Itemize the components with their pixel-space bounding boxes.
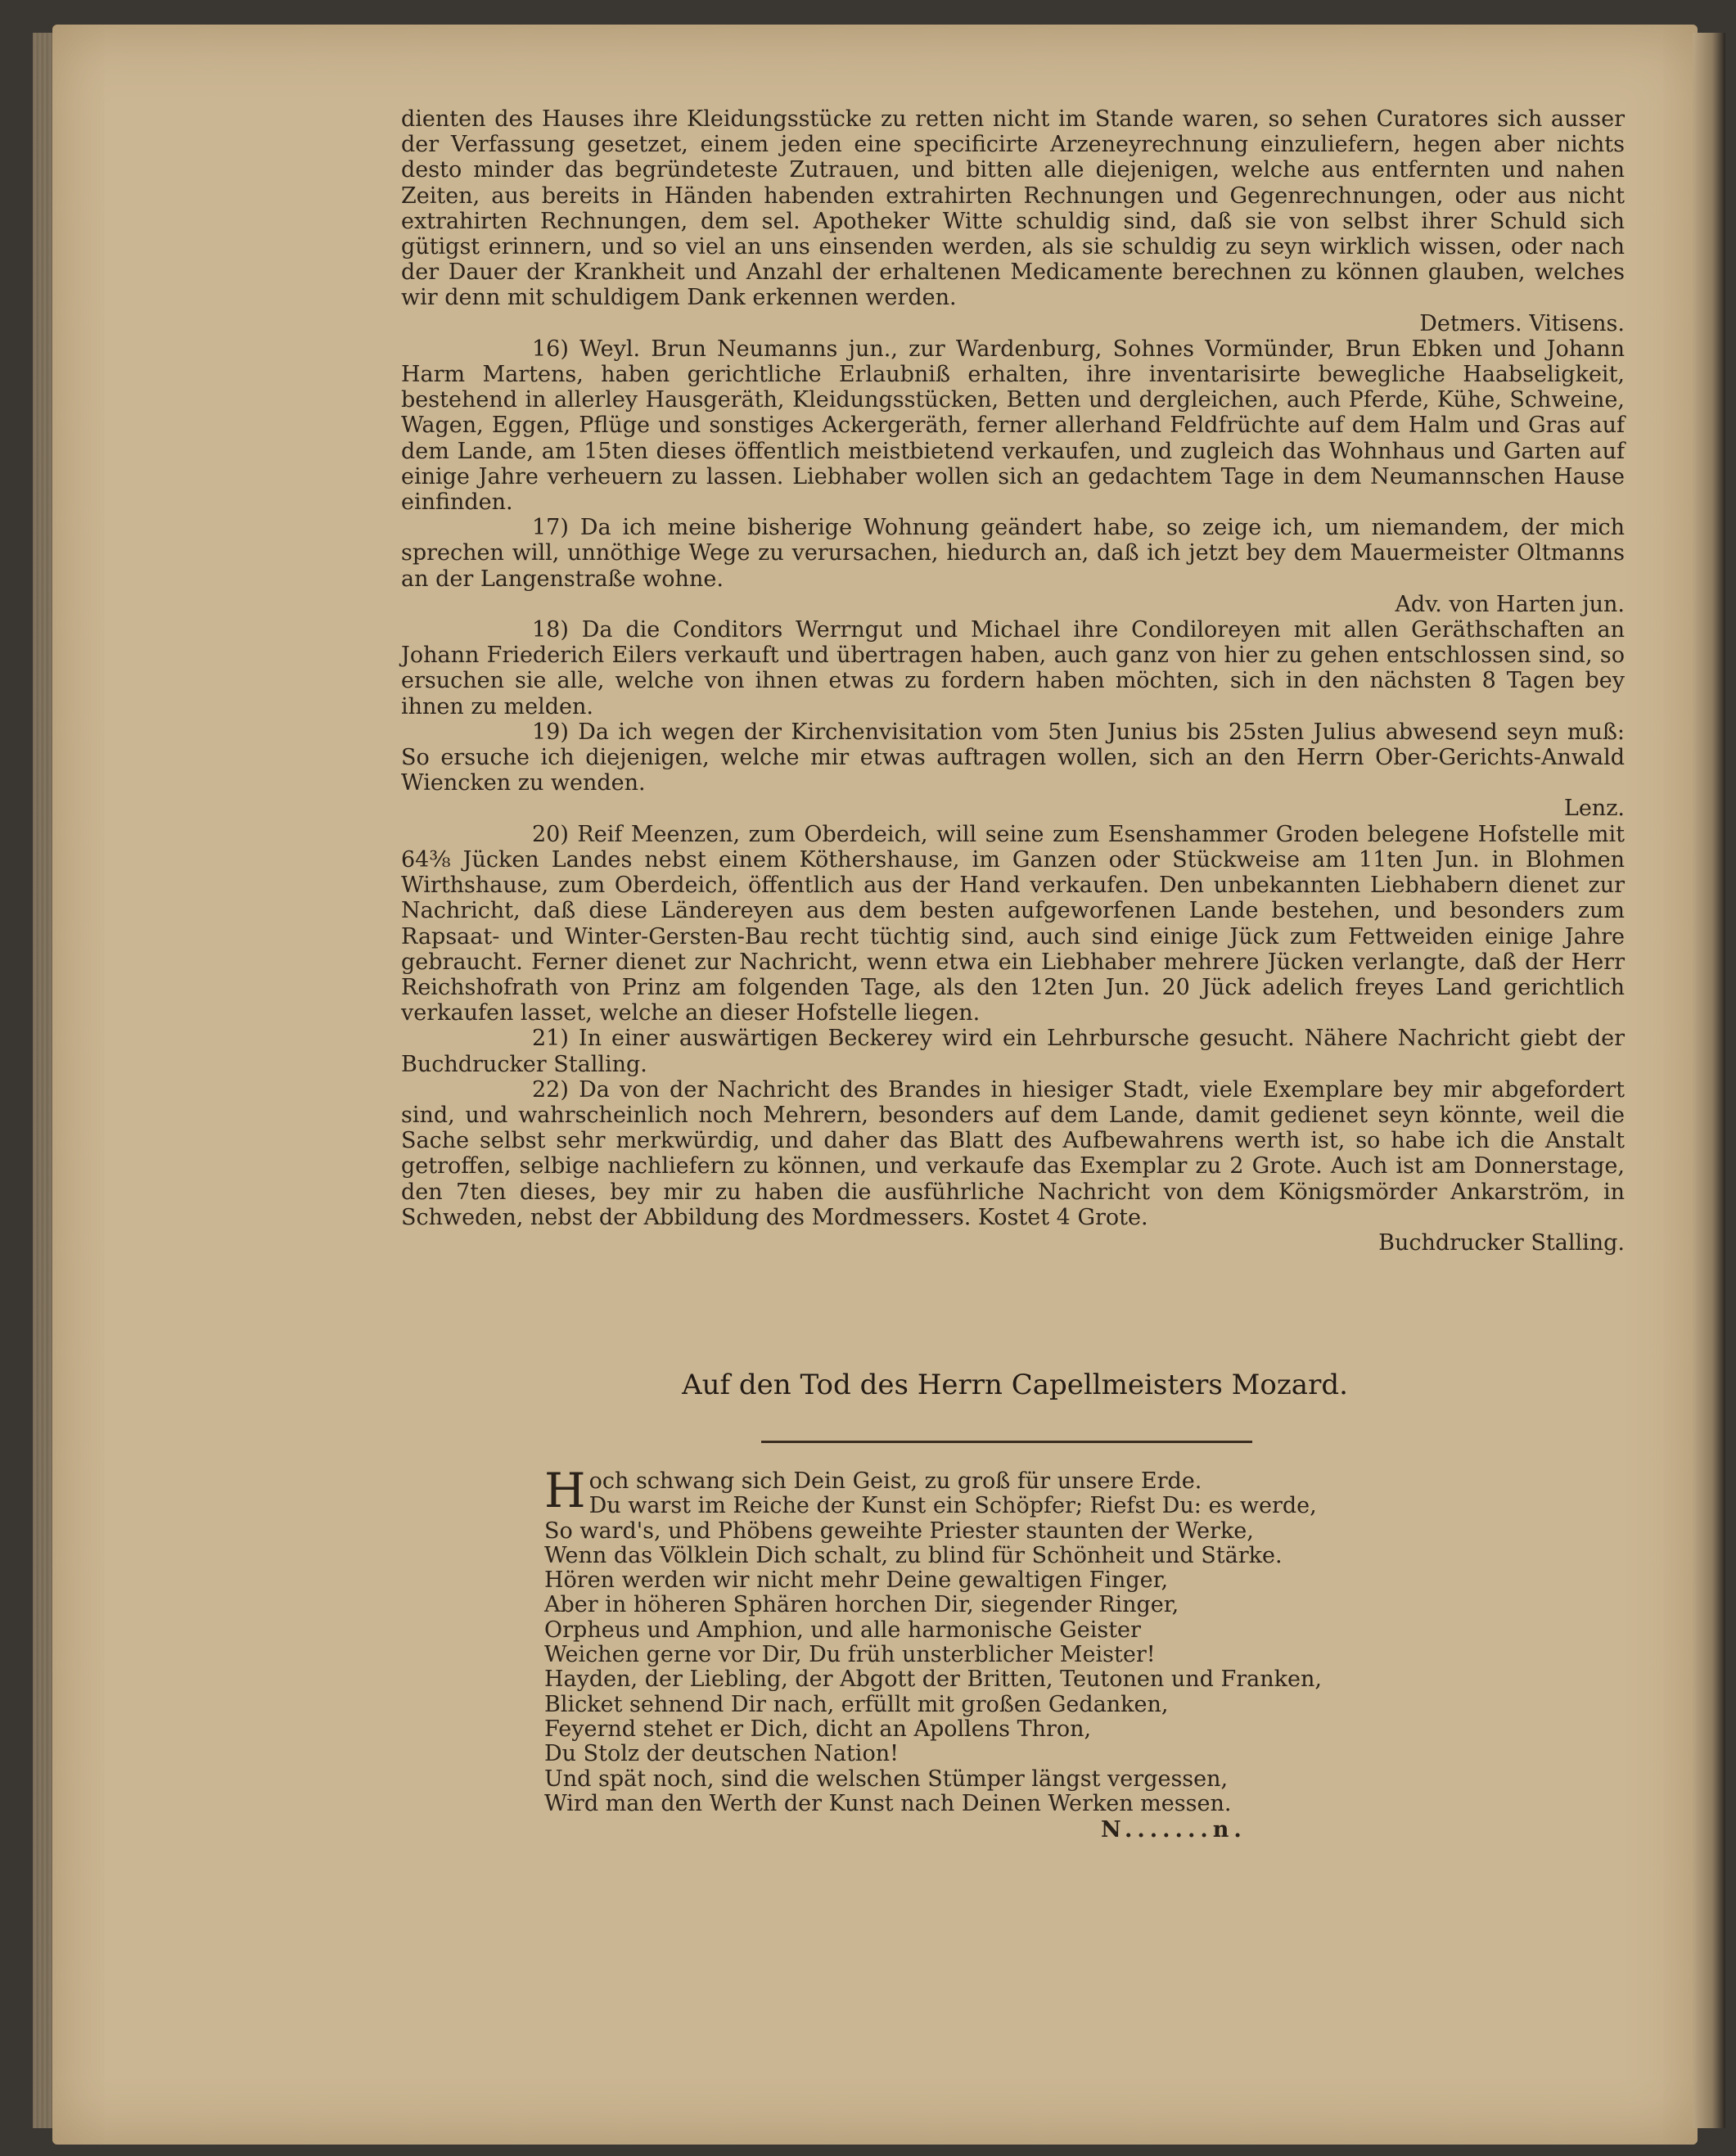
notice-text: 16) Weyl. Brun Neumanns jun., zur Wardenburg, Sohnes Vormünder, Brun Ebken und Johann Harm Martens, haben gerichtliche Erlaubniß erhalten, ihre inventarisirte bewegliche Haabseligkeit, bestehend in allerley Hausgeräth, Kleidungsstücken, Betten und dergleichen, auch Pferde, Kühe, Schweine, Wagen, Eggen, Pflüge und sonstiges Ackergeräth, ferner allerhand Feldfrüchte auf dem Halm und Gras auf dem Lande, am 15ten dieses öffentlich meistbietend verkaufen, und zugleich das Wohnhaus und Garten auf einige Jahre verheuern zu lassen. Liebhaber wollen sich an gedachtem Tage in dem Neumannschen Hause einfinden. (401, 336, 1625, 516)
poem-line: Feyernd stehet er Dich, dicht an Apollens Thron, (544, 1716, 1092, 1742)
poem-line: Blicket sehnend Dir nach, erfüllt mit großen Gedanken, (544, 1691, 1169, 1717)
poem-line: Hayden, der Liebling, der Abgott der Britten, Teutonen und Franken, (544, 1667, 1322, 1693)
poem-line: Aber in höheren Sphären horchen Dir, siegender Ringer, (544, 1592, 1179, 1618)
poem-line: Und spät noch, sind die welschen Stümper längst vergessen, (544, 1766, 1229, 1792)
notice-text: 22) Da von der Nachricht des Brandes in hiesiger Stadt, viele Exemplare bey mir abgefordert sind, und wahrscheinlich noch Mehrern, besonders auf dem Lande, damit gedienet seyn könnte, weil die Sache selbst sehr merkwürdig, und daher das Blatt des Aufbewahrens werth ist, so habe ich die Anstalt getroffen, selbige nachliefern zu können, und verkaufe das Exemplar zu 2 Grote. Auch ist am Donnerstage, den 7ten dieses, bey mir zu haben die ausführliche Nachricht von dem Königsmörder Ankarström, in Schweden, nebst der Abbildung des Mordmessers. Kostet 4 Grote. (401, 1076, 1625, 1230)
notice-15-continued (401, 106, 1625, 336)
poem (544, 1463, 1461, 1843)
notice-text: 21) In einer auswärtigen Beckerey wird ein Lehrbursche gesucht. Nähere Nachricht giebt der Buchdrucker Stalling. (401, 1026, 1625, 1077)
notice-17 (401, 515, 1625, 617)
poem-line: Du Stolz der deutschen Nation! (544, 1741, 899, 1767)
notice-19 (401, 719, 1625, 822)
notice-text: 17) Da ich meine bisherige Wohnung geändert habe, so zeige ich, um niemandem, der mich sprechen will, unnöthige Wege zu verursachen, hiedurch an, daß ich jetzt bey dem Mauermeister Oltmanns an der Langenstraße wohne. (401, 515, 1625, 592)
notice-signature: Buchdrucker Stalling. (1378, 1229, 1625, 1256)
poem-line: Weichen gerne vor Dir, Du früh unsterblicher Meister! (544, 1642, 1156, 1668)
notice-text: dienten des Hauses ihre Kleidungsstücke zu retten nicht im Stande waren, so sehen Curatores sich ausser der Verfassung gesetzet, einem jeden eine specificirte Arzeneyrechnung einzuliefern, hegen aber nichts desto minder das begründeteste Zutrauen, und bitten alle diejenigen, welche aus entfernten und nahen Zeiten, aus bereits in Händen habenden extrahirten Rechnungen und Gegenrechnungen, oder aus nicht extrahirten Rechnungen, dem sel. Apotheker Witte schuldig sind, daß sie von selbst ihrer Schuld sich gütigst erinnern, und so viel an uns einsenden werden, als sie schuldig zu seyn wirklich wissen, oder nach der Dauer der Krankheit und Anzahl der erhaltenen Medicamente berechnen zu können glauben, welches wir denn mit schuldigem Dank erkennen werden. (401, 106, 1625, 311)
poem-signature: N.......n. (1101, 1817, 1247, 1843)
notice-22 (401, 1077, 1625, 1256)
poem-line: Orpheus und Amphion, und alle harmonische Geister (544, 1617, 1141, 1643)
book-spine-shadow (1693, 33, 1725, 2128)
poem-line: Wenn das Völklein Dich schalt, zu blind für Schönheit und Stärke. (544, 1542, 1283, 1568)
poem-line: So ward's, und Phöbens geweihte Priester staunten der Werke, (544, 1518, 1254, 1544)
notice-signature: Lenz. (1563, 796, 1625, 822)
notice-21 (401, 1026, 1625, 1076)
poem-line: Wird man den Werth der Kunst nach Deinen Werken messen. (544, 1790, 1232, 1816)
notice-18 (401, 617, 1625, 719)
poem-line: Du warst im Reiche der Kunst ein Schöpfer; Riefst Du: es werde, (588, 1493, 1317, 1519)
notice-signature: Adv. von Harten jun. (1395, 591, 1625, 617)
notice-text: 19) Da ich wegen der Kirchenvisitation vom 5ten Junius bis 25sten Julius abwesend seyn muß: So ersuche ich diejenigen, welche mir etwas auftragen wollen, sich an den Herrn Ober-Gerichts-Anwald Wiencken zu wenden. (401, 719, 1625, 796)
poem-title: Auf den Tod des Herrn Capellmeisters Mozard. (682, 1369, 1348, 1401)
notice-20 (401, 822, 1625, 1026)
notice-signature: Detmers. Vitisens. (1419, 310, 1625, 336)
poem-dropcap: H (544, 1463, 586, 1518)
notice-text: 20) Reif Meenzen, zum Oberdeich, will seine zum Esenshammer Groden belegene Hofstelle mit 64⅜ Jücken Landes nebst einem Köthershause, im Ganzen oder Stückweise am 11ten Jun. in Blohmen Wirthshause, zum Oberdeich, öffentlich aus der Hand verkaufen. Den unbekannten Liebhabern dienet zur Nachricht, daß diese Ländereyen aus dem besten aufgeworfenen Lande bestehen, und besonders zum Rapsaat- und Winter-Gersten-Bau recht tüchtig sind, auch sind einige Jück zum Fettweiden einige Jahre gebraucht. Ferner dienet zur Nachricht, wenn etwa ein Liebhaber mehrere Jücken verlangte, daß der Herr Reichshofrath von Prinz am folgenden Tage, als den 12ten Jun. 20 Jück adelich freyes Land gerichtlich verkaufen lasset, welche an dieser Hofstelle liegen. (401, 821, 1625, 1026)
title-divider (761, 1441, 1252, 1443)
notices-column (401, 106, 1625, 1256)
poem-line: och schwang sich Dein Geist, zu groß für unsere Erde. (588, 1468, 1202, 1494)
notice-text: 18) Da die Conditors Werrngut und Michael ihre Condiloreyen mit allen Geräthschaften an Johann Friederich Eilers verkauft und übertragen haben, auch ganz von hier zu gehen entschlossen sind, so ersuchen sie alle, welche von ihnen etwas zu fordern haben möchten, sich in den nächsten 8 Tagen bey ihnen zu melden. (401, 617, 1625, 719)
poem-line: Hören werden wir nicht mehr Deine gewaltigen Finger, (544, 1567, 1169, 1594)
notice-16 (401, 336, 1625, 515)
